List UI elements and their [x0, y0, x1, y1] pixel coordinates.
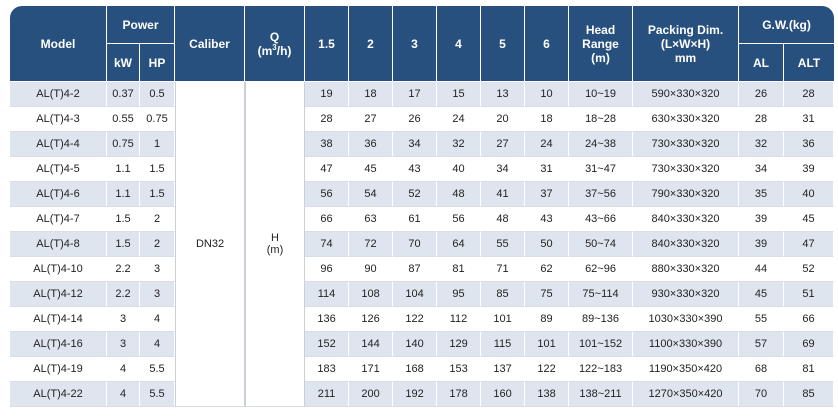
cell-head-flow-4: 32 [437, 132, 481, 157]
cell-head-range: 75~114 [569, 282, 633, 307]
cell-model: AL(T)4-14 [10, 307, 107, 332]
cell-packing: 1190×350×420 [633, 357, 739, 382]
cell-hp: 5.5 [140, 382, 175, 407]
cell-head-flow-2: 144 [349, 332, 393, 357]
cell-alt: 66 [784, 307, 834, 332]
cell-head-flow-3: 70 [393, 232, 437, 257]
cell-head-flow-1: 56 [305, 182, 349, 207]
cell-head-flow-4: 56 [437, 207, 481, 232]
pump-spec-table-container [10, 6, 834, 407]
cell-kw: 2.2 [107, 257, 140, 282]
cell-kw: 4 [107, 382, 140, 407]
cell-head-flow-3: 17 [393, 82, 437, 107]
cell-kw: 3 [107, 332, 140, 357]
cell-packing: 790×330×320 [633, 182, 739, 207]
cell-hp: 0.75 [140, 107, 175, 132]
cell-head-flow-2: 45 [349, 157, 393, 182]
table-row [10, 132, 834, 157]
cell-caliber: DN32 [175, 82, 245, 407]
cell-head-flow-1: 28 [305, 107, 349, 132]
cell-al: 28 [739, 107, 784, 132]
cell-hp: 4 [140, 332, 175, 357]
cell-packing: 590×330×320 [633, 82, 739, 107]
cell-h-label: H (m) [245, 82, 305, 407]
cell-head-flow-3: 34 [393, 132, 437, 157]
cell-head-range: 50~74 [569, 232, 633, 257]
cell-kw: 1.5 [107, 207, 140, 232]
cell-head-flow-2: 54 [349, 182, 393, 207]
cell-head-flow-4: 112 [437, 307, 481, 332]
cell-head-flow-4: 15 [437, 82, 481, 107]
cell-al: 45 [739, 282, 784, 307]
cell-model: AL(T)4-16 [10, 332, 107, 357]
cell-model: AL(T)4-8 [10, 232, 107, 257]
cell-head-flow-6: 37 [525, 182, 569, 207]
cell-alt: 85 [784, 382, 834, 407]
cell-head-flow-5: 101 [481, 307, 525, 332]
cell-head-range: 31~47 [569, 157, 633, 182]
cell-head-flow-2: 171 [349, 357, 393, 382]
cell-packing: 730×330×320 [633, 132, 739, 157]
pump-spec-table [10, 6, 834, 407]
cell-head-flow-3: 140 [393, 332, 437, 357]
cell-model: AL(T)4-19 [10, 357, 107, 382]
header-head-range: Head Range (m) [569, 6, 633, 82]
cell-head-flow-1: 152 [305, 332, 349, 357]
header-flow-5: 5 [481, 6, 525, 82]
cell-al: 35 [739, 182, 784, 207]
cell-packing: 840×330×320 [633, 232, 739, 257]
cell-packing: 630×330×320 [633, 107, 739, 132]
table-row [10, 232, 834, 257]
cell-head-range: 101~152 [569, 332, 633, 357]
cell-head-flow-4: 129 [437, 332, 481, 357]
table-row [10, 157, 834, 182]
header-q-unit: $(m^3/h)$ [257, 42, 292, 58]
table-row [10, 182, 834, 207]
cell-head-flow-2: 18 [349, 82, 393, 107]
cell-model: AL(T)4-2 [10, 82, 107, 107]
cell-head-range: 18~28 [569, 107, 633, 132]
cell-head-flow-2: 27 [349, 107, 393, 132]
cell-packing: 840×330×320 [633, 207, 739, 232]
header-caliber: Caliber [175, 6, 245, 82]
cell-alt: 45 [784, 207, 834, 232]
cell-head-flow-5: 55 [481, 232, 525, 257]
cell-hp: 5.5 [140, 357, 175, 382]
cell-head-flow-6: 122 [525, 357, 569, 382]
cell-head-flow-4: 153 [437, 357, 481, 382]
header-flow-3: 3 [393, 6, 437, 82]
cell-al: 34 [739, 157, 784, 182]
cell-alt: 81 [784, 357, 834, 382]
cell-model: AL(T)4-5 [10, 157, 107, 182]
cell-model: AL(T)4-22 [10, 382, 107, 407]
cell-head-flow-3: 26 [393, 107, 437, 132]
table-row [10, 107, 834, 132]
cell-alt: 51 [784, 282, 834, 307]
cell-kw: 3 [107, 307, 140, 332]
cell-head-range: 43~66 [569, 207, 633, 232]
cell-head-flow-1: 183 [305, 357, 349, 382]
cell-hp: 1.5 [140, 182, 175, 207]
cell-head-flow-6: 62 [525, 257, 569, 282]
cell-head-range: 24~38 [569, 132, 633, 157]
cell-head-flow-5: 160 [481, 382, 525, 407]
table-row [10, 207, 834, 232]
cell-al: 32 [739, 132, 784, 157]
table-row [10, 257, 834, 282]
cell-alt: 28 [784, 82, 834, 107]
cell-head-flow-6: 10 [525, 82, 569, 107]
cell-al: 44 [739, 257, 784, 282]
cell-head-flow-6: 31 [525, 157, 569, 182]
header-power: Power [107, 6, 175, 44]
header-hp: HP [140, 44, 175, 82]
cell-head-flow-2: 36 [349, 132, 393, 157]
cell-head-flow-5: 48 [481, 207, 525, 232]
cell-kw: 0.75 [107, 132, 140, 157]
cell-head-flow-3: 52 [393, 182, 437, 207]
header-flow-6: 6 [525, 6, 569, 82]
cell-head-range: 37~56 [569, 182, 633, 207]
cell-hp: 0.5 [140, 82, 175, 107]
cell-packing: 880×330×320 [633, 257, 739, 282]
cell-head-flow-5: 115 [481, 332, 525, 357]
cell-model: AL(T)4-7 [10, 207, 107, 232]
cell-head-flow-5: 41 [481, 182, 525, 207]
header-kw: kW [107, 44, 140, 82]
cell-model: AL(T)4-6 [10, 182, 107, 207]
cell-kw: 1.1 [107, 157, 140, 182]
cell-head-flow-1: 66 [305, 207, 349, 232]
cell-al: 39 [739, 207, 784, 232]
cell-model: AL(T)4-12 [10, 282, 107, 307]
cell-head-flow-4: 178 [437, 382, 481, 407]
table-row [10, 357, 834, 382]
cell-head-flow-6: 50 [525, 232, 569, 257]
cell-head-flow-3: 87 [393, 257, 437, 282]
cell-packing: 930×330×320 [633, 282, 739, 307]
cell-packing: 730×330×320 [633, 157, 739, 182]
cell-kw: 1.1 [107, 182, 140, 207]
cell-head-flow-1: 38 [305, 132, 349, 157]
cell-model: AL(T)4-4 [10, 132, 107, 157]
cell-head-flow-6: 75 [525, 282, 569, 307]
cell-al: 70 [739, 382, 784, 407]
table-row [10, 282, 834, 307]
cell-head-flow-1: 114 [305, 282, 349, 307]
cell-al: 26 [739, 82, 784, 107]
table-row [10, 332, 834, 357]
cell-head-flow-6: 89 [525, 307, 569, 332]
cell-head-flow-6: 18 [525, 107, 569, 132]
table-header [10, 6, 834, 82]
cell-hp: 3 [140, 282, 175, 307]
cell-packing: 1100×330×390 [633, 332, 739, 357]
cell-head-flow-6: 43 [525, 207, 569, 232]
cell-al: 68 [739, 357, 784, 382]
cell-alt: 39 [784, 157, 834, 182]
cell-head-flow-2: 200 [349, 382, 393, 407]
cell-hp: 1.5 [140, 157, 175, 182]
header-alt: ALT [784, 44, 834, 82]
cell-head-flow-1: 136 [305, 307, 349, 332]
cell-head-flow-6: 101 [525, 332, 569, 357]
header-q-label: Q [269, 29, 280, 44]
cell-head-flow-3: 43 [393, 157, 437, 182]
cell-alt: 52 [784, 257, 834, 282]
header-flow-4: 4 [437, 6, 481, 82]
cell-kw: 1.5 [107, 232, 140, 257]
cell-al: 55 [739, 307, 784, 332]
table-row [10, 307, 834, 332]
cell-alt: 47 [784, 232, 834, 257]
cell-head-flow-1: 211 [305, 382, 349, 407]
cell-alt: 36 [784, 132, 834, 157]
cell-al: 57 [739, 332, 784, 357]
cell-head-flow-1: 74 [305, 232, 349, 257]
table-row [10, 382, 834, 407]
cell-kw: 0.55 [107, 107, 140, 132]
cell-kw: 0.37 [107, 82, 140, 107]
cell-head-flow-5: 137 [481, 357, 525, 382]
cell-head-range: 138~211 [569, 382, 633, 407]
cell-hp: 3 [140, 257, 175, 282]
cell-head-flow-2: 63 [349, 207, 393, 232]
header-packing: Packing Dim. (L×W×H) mm [633, 6, 739, 82]
cell-head-flow-3: 61 [393, 207, 437, 232]
cell-head-flow-4: 48 [437, 182, 481, 207]
cell-head-flow-2: 72 [349, 232, 393, 257]
cell-head-flow-4: 81 [437, 257, 481, 282]
cell-model: AL(T)4-10 [10, 257, 107, 282]
cell-head-flow-4: 24 [437, 107, 481, 132]
cell-model: AL(T)4-3 [10, 107, 107, 132]
table-body [10, 82, 834, 407]
cell-al: 39 [739, 232, 784, 257]
cell-hp: 2 [140, 207, 175, 232]
cell-head-flow-3: 192 [393, 382, 437, 407]
header-model: Model [10, 6, 107, 82]
cell-head-range: 122~183 [569, 357, 633, 382]
cell-head-flow-1: 96 [305, 257, 349, 282]
header-flow-2: 2 [349, 6, 393, 82]
cell-head-flow-5: 27 [481, 132, 525, 157]
cell-alt: 69 [784, 332, 834, 357]
cell-kw: 4 [107, 357, 140, 382]
cell-packing: 1030×330×390 [633, 307, 739, 332]
cell-head-range: 62~96 [569, 257, 633, 282]
cell-alt: 31 [784, 107, 834, 132]
cell-head-flow-6: 24 [525, 132, 569, 157]
table-row [10, 82, 834, 107]
cell-head-flow-4: 40 [437, 157, 481, 182]
cell-head-range: 10~19 [569, 82, 633, 107]
header-al: AL [739, 44, 784, 82]
cell-head-flow-3: 122 [393, 307, 437, 332]
cell-head-flow-6: 138 [525, 382, 569, 407]
cell-hp: 1 [140, 132, 175, 157]
cell-head-flow-5: 34 [481, 157, 525, 182]
cell-head-flow-2: 108 [349, 282, 393, 307]
cell-head-flow-1: 47 [305, 157, 349, 182]
header-flow-1: 1.5 [305, 6, 349, 82]
header-q [245, 6, 305, 82]
cell-head-flow-4: 64 [437, 232, 481, 257]
cell-head-flow-4: 95 [437, 282, 481, 307]
cell-head-flow-5: 85 [481, 282, 525, 307]
cell-kw: 2.2 [107, 282, 140, 307]
header-gross-weight: G.W.(kg) [739, 6, 834, 44]
cell-packing: 1270×350×420 [633, 382, 739, 407]
cell-head-flow-3: 104 [393, 282, 437, 307]
cell-head-flow-2: 90 [349, 257, 393, 282]
cell-hp: 4 [140, 307, 175, 332]
cell-head-range: 89~136 [569, 307, 633, 332]
cell-head-flow-5: 20 [481, 107, 525, 132]
cell-head-flow-3: 168 [393, 357, 437, 382]
cell-head-flow-5: 71 [481, 257, 525, 282]
cell-alt: 40 [784, 182, 834, 207]
cell-head-flow-2: 126 [349, 307, 393, 332]
cell-hp: 2 [140, 232, 175, 257]
cell-head-flow-5: 13 [481, 82, 525, 107]
cell-head-flow-1: 19 [305, 82, 349, 107]
